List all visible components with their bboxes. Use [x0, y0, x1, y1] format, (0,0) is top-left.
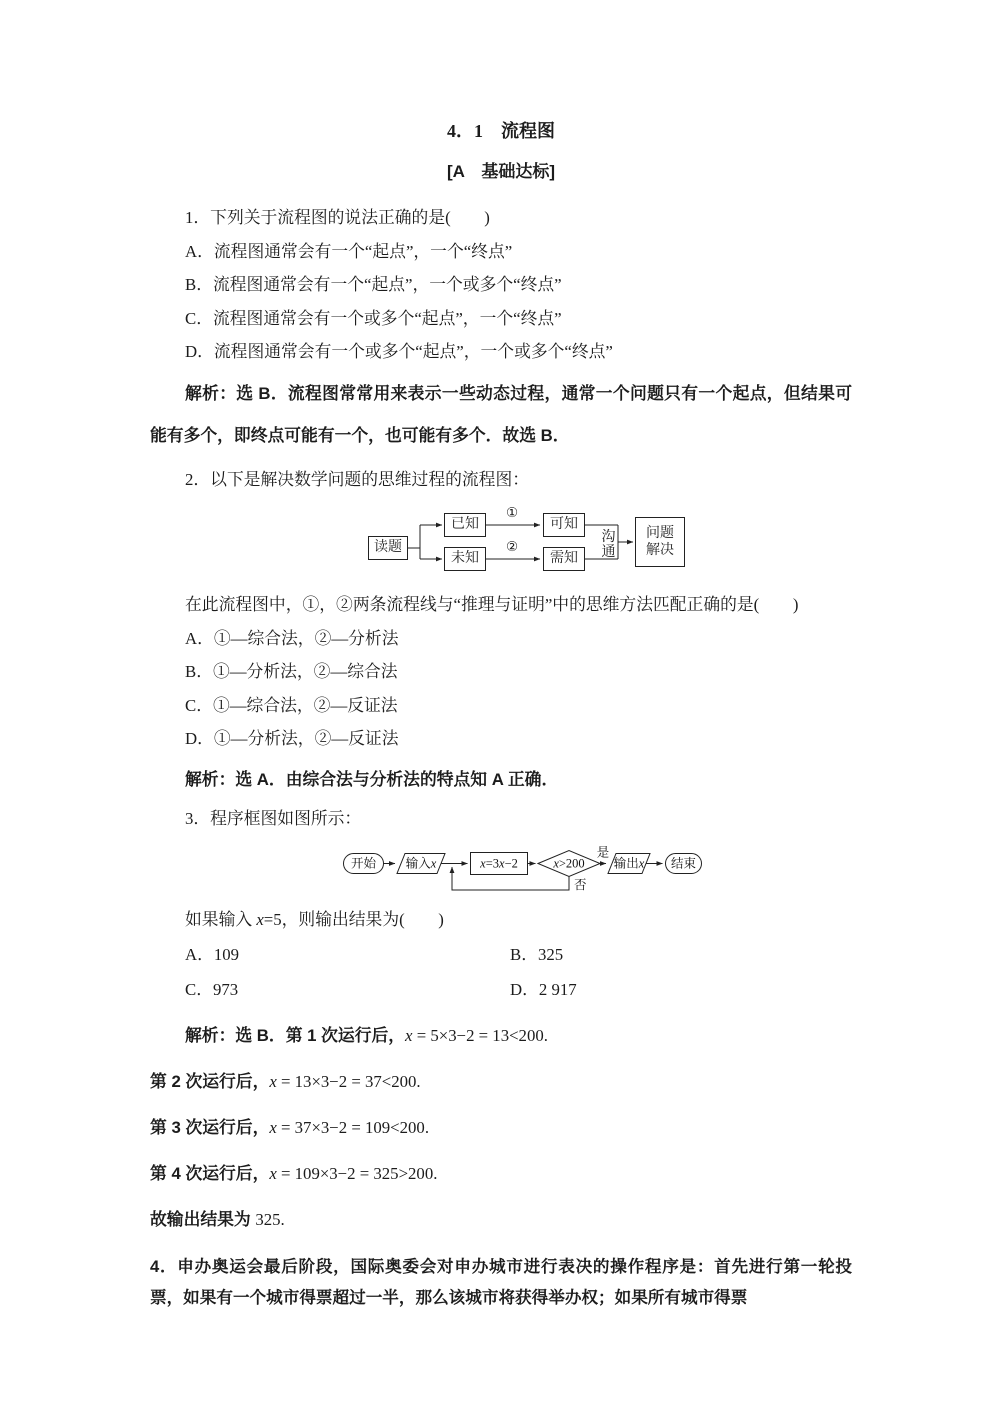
- q3-program-flowchart: [337, 843, 852, 898]
- q2-options: [150, 622, 852, 756]
- flowchart-node-read: 读题: [368, 536, 408, 560]
- flowchart-node-need-know: 需知: [543, 547, 585, 571]
- q3-option-c: C．973: [185, 979, 239, 999]
- solution-3-line-2: 第 2 次运行后，x = 13×3−2 = 37<200.: [150, 1072, 421, 1091]
- q2-option-b: B．①—分析法，②—综合法: [185, 662, 398, 681]
- q3-stem: [150, 903, 852, 937]
- start-label: 开始: [350, 856, 377, 870]
- solution-2: 解析：选 A．由综合法与分析法的特点知 A 正确．: [185, 769, 559, 789]
- flowchart-node-problem-solved: [635, 517, 685, 567]
- q2-option-d: D．①—分析法，②—反证法: [185, 729, 399, 748]
- q3-option-b: B．325: [510, 945, 564, 964]
- q3-stem-post: ，则输出结果为( ): [281, 909, 444, 929]
- q2-intro: 2．以下是解决数学问题的思维过程的流程图：: [185, 469, 530, 489]
- end-label: 结束: [670, 856, 697, 870]
- q3-intro: 3．程序框图如图所示：: [185, 809, 362, 828]
- q3-stem-math: x=5: [256, 909, 282, 929]
- q1-options: [150, 235, 852, 369]
- question-3: [150, 802, 852, 1237]
- flowchart-label-circled-1: ①: [506, 505, 519, 520]
- section-heading: [A 基础达标]: [447, 162, 555, 181]
- flowchart-node-can-know: 可知: [543, 513, 585, 537]
- flowchart-node-unknown: 未知: [444, 547, 486, 571]
- no-branch-label: 否: [574, 877, 587, 892]
- yes-branch-label: 是: [596, 845, 610, 859]
- q1-option-a: A．流程图通常会有一个“起点”，一个“终点”: [185, 241, 513, 261]
- flowchart-node-problem-solved-label: 问题解决: [646, 526, 674, 558]
- question-4: 4．申办奥运会最后阶段，国际奥委会对申办城市进行表决的操作程序是：首先进行第一轮投票，如果有一个城市得票超过一半，那么该城市将获得举办权；如果所有城市得票: [150, 1257, 852, 1307]
- q1-option-d: D．流程图通常会有一个或多个“起点”，一个或多个“终点”: [185, 342, 613, 361]
- solution-3-line-3: 第 3 次运行后，x = 37×3−2 = 109<200.: [150, 1118, 430, 1137]
- page-title: 4．1 流程图: [447, 121, 555, 141]
- process-label: x=3x−2: [480, 856, 518, 870]
- flowchart-label-communicate: 沟通: [601, 530, 616, 560]
- q1-option-c: C．流程图通常会有一个或多个“起点”，一个“终点”: [185, 308, 562, 328]
- input-label: 输入x: [405, 856, 437, 870]
- q3-option-d: D．2 917: [510, 979, 577, 999]
- q3-options: [150, 938, 852, 1007]
- q3-stem-pre: 如果输入: [185, 909, 257, 929]
- solution-3: [150, 1019, 852, 1237]
- q3-option-a: A．109: [185, 945, 240, 964]
- q2-option-c: C．①—综合法，②—反证法: [185, 695, 398, 715]
- solution-3-line-1: 解析：选 B．第 1 次运行后，x = 5×3−2 = 13<200.: [185, 1026, 548, 1045]
- solution-3-line-4: 第 4 次运行后，x = 109×3−2 = 325>200.: [150, 1164, 438, 1183]
- question-1: [150, 201, 852, 457]
- flowchart-label-circled-2: ②: [506, 539, 519, 554]
- q2-option-a: A．①—综合法，②—分析法: [185, 628, 399, 648]
- solution-1: 解析：选 B．流程图常常用来表示一些动态过程，通常一个问题只有一个起点，但结果可能有多个，即终点可能有一个，也可能有多个．故选 B．: [150, 383, 852, 445]
- solution-3-line-5: 故输出结果为 325.: [150, 1210, 285, 1229]
- flowchart-node-known: 已知: [444, 513, 486, 537]
- q2-stem: 在此流程图中，①，②两条流程线与“推理与证明”中的思维方法匹配正确的是( ): [185, 595, 799, 614]
- q1-option-b: B．流程图通常会有一个“起点”，一个或多个“终点”: [185, 275, 562, 294]
- question-2: [150, 463, 852, 797]
- program-flowchart-canvas: [337, 843, 707, 898]
- output-label: 输出x: [613, 856, 645, 870]
- decision-label: x>200: [553, 856, 585, 870]
- q1-stem: 1．下列关于流程图的说法正确的是( ): [185, 208, 490, 227]
- q2-flowchart: [358, 504, 690, 584]
